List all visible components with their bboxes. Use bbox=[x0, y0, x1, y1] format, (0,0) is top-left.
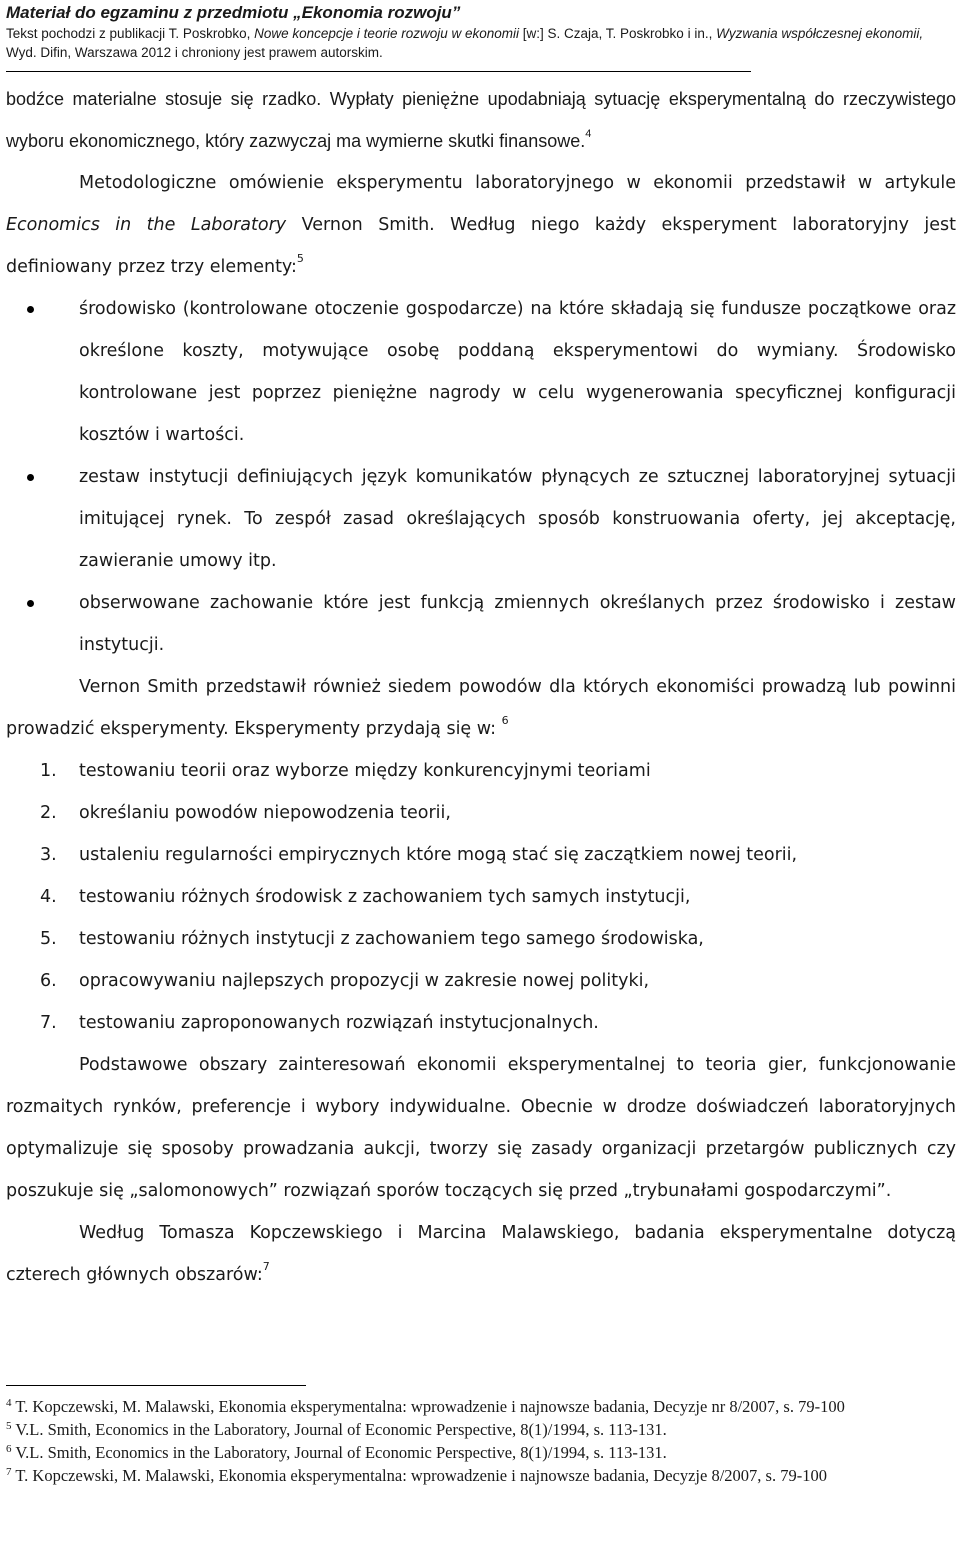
footnote-number: 6 bbox=[6, 1443, 12, 1455]
footnote-text: V.L. Smith, Economics in the Laboratory, Journal of Economic Perspective, 8(1)/1994, s. 113-131. bbox=[11, 1443, 667, 1462]
list-item-text: testowaniu różnych środowisk z zachowaniem tych samych instytucji, bbox=[79, 887, 691, 907]
source-book-title: Nowe koncepcje i teorie rozwoju w ekonomii bbox=[254, 26, 519, 41]
list-number: 4. bbox=[40, 887, 57, 907]
list-item bbox=[6, 1002, 956, 1044]
footnote-number: 5 bbox=[6, 1420, 12, 1432]
paragraph-text: Vernon Smith. Według niego każdy eksperyment laboratoryjny jest definiowany przez trzy elementy: bbox=[6, 215, 956, 277]
bullet-icon bbox=[27, 600, 34, 607]
bullet-icon bbox=[27, 306, 34, 313]
list-item-text: zestaw instytucji definiujących język komunikatów płynących ze sztucznej laboratoryjnej sytuacji imitującej rynek. To zespół zasad określających sposób konstruowania oferty, jej akceptację, zawieranie umowy itp. bbox=[79, 467, 956, 571]
paragraph-2 bbox=[6, 162, 956, 288]
list-item bbox=[6, 876, 956, 918]
list-item-text: środowisko (kontrolowane otoczenie gospodarcze) na które składają się fundusze początkowe oraz określone koszty, motywujące osobę poddaną eksperymentowi do wymiany. Środowisko kontrolowane jest poprzez pieniężne nagrody w celu wygenerowania specyficznej konfiguracji kosztów i wartości. bbox=[79, 299, 956, 445]
source-line-2: Wyd. Difin, Warszawa 2012 i chroniony jest prawem autorskim. bbox=[6, 45, 383, 60]
source-book-title: Wyzwania współczesnej ekonomii, bbox=[716, 26, 924, 41]
list-item-text: testowaniu teorii oraz wyborze między konkurencyjnymi teoriami bbox=[79, 761, 651, 781]
list-number: 3. bbox=[40, 845, 57, 865]
paragraph-text: bodźce materialne stosuje się rzadko. Wypłaty pieniężne upodabniają sytuację eksperymentalną do rzeczywistego wyboru ekonomicznego, który zazwyczaj ma wymierne skutki finansowe. bbox=[6, 89, 956, 151]
list-item-text: obserwowane zachowanie które jest funkcją zmiennych określanych przez środowisko i zestaw instytucji. bbox=[79, 593, 956, 655]
footnote-text: T. Kopczewski, M. Malawski, Ekonomia eksperymentalna: wprowadzenie i najnowsze badania, Decyzje nr 8/2007, s. 79-100 bbox=[11, 1397, 845, 1416]
list-item bbox=[6, 750, 956, 792]
list-item-text: testowaniu różnych instytucji z zachowaniem tego samego środowiska, bbox=[79, 929, 704, 949]
footnote-separator bbox=[6, 1385, 306, 1386]
reasons-list bbox=[6, 750, 956, 1044]
paragraph-1 bbox=[6, 78, 956, 162]
header-divider bbox=[6, 71, 751, 72]
list-item-text: testowaniu zaproponowanych rozwiązań instytucjonalnych. bbox=[79, 1013, 599, 1033]
footnote-text: T. Kopczewski, M. Malawski, Ekonomia eksperymentalna: wprowadzenie i najnowsze badania, Decyzje 8/2007, s. 79-100 bbox=[11, 1466, 827, 1485]
footnote-ref: 6 bbox=[501, 714, 509, 727]
list-item bbox=[6, 288, 956, 456]
footnote-text: V.L. Smith, Economics in the Laboratory, Journal of Economic Perspective, 8(1)/1994, s. 113-131. bbox=[11, 1420, 667, 1439]
footnote-ref: 7 bbox=[262, 1260, 270, 1273]
document-title: Materiał do egzaminu z przedmiotu „Ekonomia rozwoju” bbox=[6, 3, 461, 22]
paragraph-text: Według Tomasza Kopczewskiego i Marcina Malawskiego, badania eksperymentalne dotyczą czterech głównych obszarów: bbox=[6, 1223, 956, 1285]
paragraph-5 bbox=[6, 1212, 956, 1296]
list-number: 5. bbox=[40, 929, 57, 949]
source-text: [w:] S. Czaja, T. Poskrobko i in., bbox=[519, 26, 717, 41]
list-number: 6. bbox=[40, 971, 57, 991]
paragraph-3 bbox=[6, 666, 956, 750]
list-item-text: określaniu powodów niepowodzenia teorii, bbox=[79, 803, 451, 823]
footnote bbox=[6, 1464, 946, 1487]
list-number: 1. bbox=[40, 761, 57, 781]
paragraph-text: Vernon Smith przedstawił również siedem powodów dla których ekonomiści prowadzą lub powinni prowadzić eksperymenty. Eksperymenty przydają się w: bbox=[6, 677, 956, 739]
source-text: Tekst pochodzi z publikacji T. Poskrobko, bbox=[6, 26, 255, 41]
paragraph-text: Metodologiczne omówienie eksperymentu laboratoryjnego w ekonomii przedstawił w artykule bbox=[79, 173, 956, 193]
elements-list bbox=[6, 288, 956, 666]
list-item bbox=[6, 918, 956, 960]
list-item bbox=[6, 834, 956, 876]
bullet-icon bbox=[27, 474, 34, 481]
footnote-ref: 4 bbox=[585, 128, 592, 140]
list-number: 2. bbox=[40, 803, 57, 823]
footnote bbox=[6, 1395, 946, 1418]
footnote-ref: 5 bbox=[296, 252, 304, 265]
source-line-1 bbox=[6, 24, 956, 43]
list-item-text: opracowywaniu najlepszych propozycji w zakresie nowej polityki, bbox=[79, 971, 650, 991]
list-number: 7. bbox=[40, 1013, 57, 1033]
list-item bbox=[6, 792, 956, 834]
footnote-number: 7 bbox=[6, 1466, 12, 1478]
article-title: Economics in the Laboratory bbox=[6, 215, 287, 235]
list-item bbox=[6, 582, 956, 666]
footnote bbox=[6, 1441, 946, 1464]
list-item-text: ustaleniu regularności empirycznych które mogą stać się zaczątkiem nowej teorii, bbox=[79, 845, 798, 865]
footnotes bbox=[6, 1395, 946, 1487]
footnote-number: 4 bbox=[6, 1397, 12, 1409]
document-body bbox=[6, 78, 956, 1296]
footnote bbox=[6, 1418, 946, 1441]
list-item bbox=[6, 456, 956, 582]
list-item bbox=[6, 960, 956, 1002]
paragraph-4: Podstawowe obszary zainteresowań ekonomii eksperymentalnej to teoria gier, funkcjonowanie rozmaitych rynków, preferencje i wybory indywidualne. Obecnie w drodze doświadczeń laboratoryjnych optymalizuje się sposoby prowadzania aukcji, tworzy się zasady organizacji przetargów publicznych czy poszukuje się „salomonowych” rozwiązań sporów toczących się przed „trybunałami gospodarczymi”. bbox=[6, 1055, 956, 1201]
page-header bbox=[6, 0, 956, 62]
